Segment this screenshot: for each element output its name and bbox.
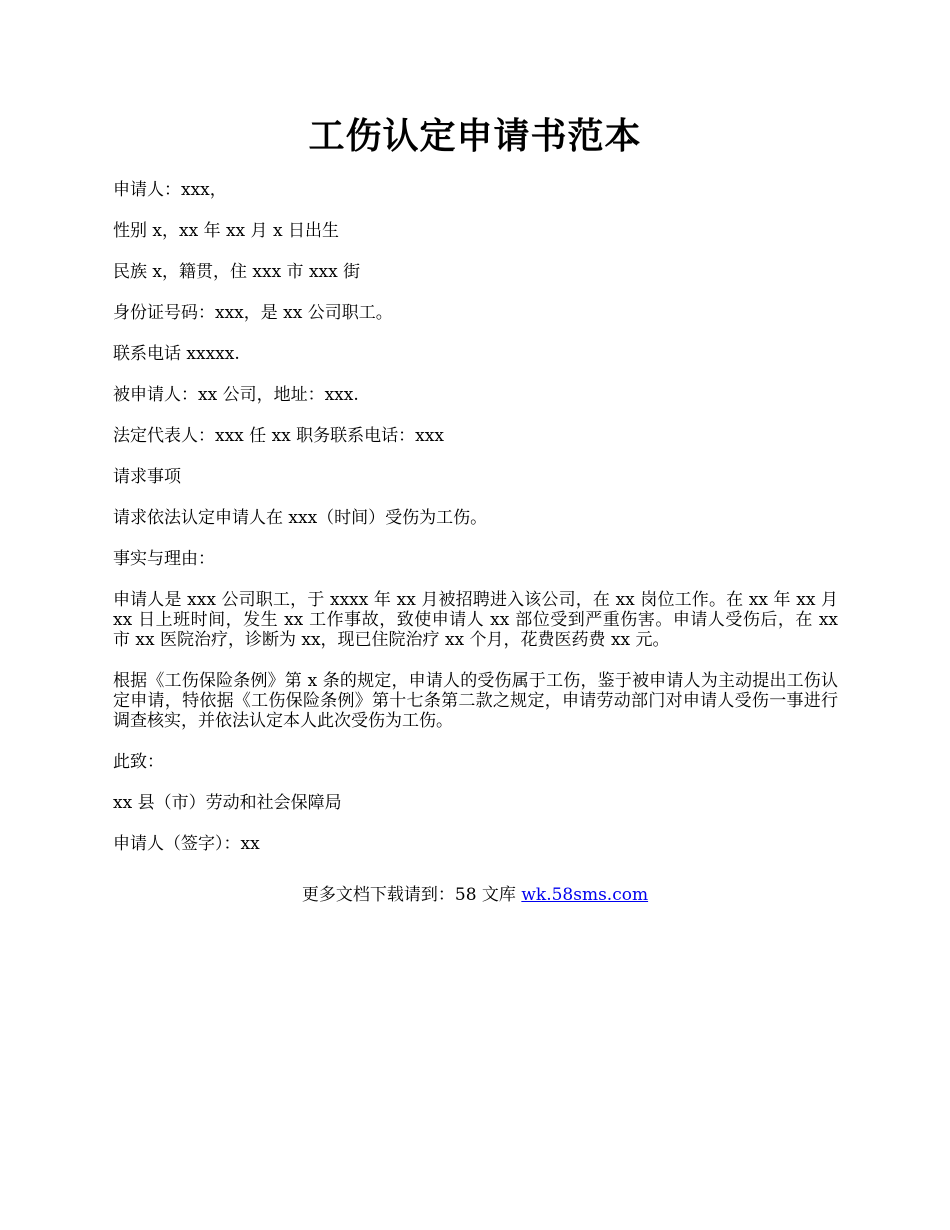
id-number-line: 身份证号码：xxx，是 xx 公司职工。	[113, 303, 393, 323]
footer-link[interactable]: wk.58sms.com	[521, 885, 649, 905]
recipient-line: xx 县（市）劳动和社会保障局	[113, 793, 342, 813]
request-content: 请求依法认定申请人在 xxx（时间）受伤为工伤。	[113, 508, 488, 528]
salutation-line: 此致：	[113, 752, 164, 772]
footer-prefix: 更多文档下载请到：58 文库	[301, 885, 522, 905]
facts-heading: 事实与理由：	[113, 549, 215, 569]
ethnicity-address-line: 民族 x，籍贯，住 xxx 市 xxx 街	[113, 262, 361, 282]
request-heading: 请求事项	[113, 467, 181, 487]
document-title: 工伤认定申请书范本	[308, 115, 642, 157]
phone-line: 联系电话 xxxxx.	[113, 344, 240, 364]
legal-representative-line: 法定代表人：xxx 任 xx 职务联系电话：xxx	[113, 426, 444, 446]
signature-line: 申请人（签字）：xx	[113, 834, 260, 854]
facts-paragraph: 申请人是 xxx 公司职工，于 xxxx 年 xx 月被招聘进入该公司，在 xx 岗位工作。在 xx 年 xx 月 xx 日上班时间，发生 xx 工作事故，致使申请人 xx 部位受到严重伤害。申请人受伤后，在 xx 市 xx 医院治疗，诊断为 xx，现已住院治疗 xx 个月，花费医药费 xx 元。	[113, 590, 838, 650]
document-body	[113, 180, 838, 875]
footer-download-note	[0, 883, 950, 907]
applicant-line: 申请人：xxx，	[113, 180, 227, 200]
legal-basis-paragraph: 根据《工伤保险条例》第 x 条的规定，申请人的受伤属于工伤，鉴于被申请人为主动提出工伤认定申请，特依据《工伤保险条例》第十七条第二款之规定，申请劳动部门对申请人受伤一事进行调查核实，并依法认定本人此次受伤为工伤。	[113, 671, 838, 731]
respondent-line: 被申请人：xx 公司，地址：xxx.	[113, 385, 359, 405]
gender-birth-line: 性别 x，xx 年 xx 月 x 日出生	[113, 221, 339, 241]
